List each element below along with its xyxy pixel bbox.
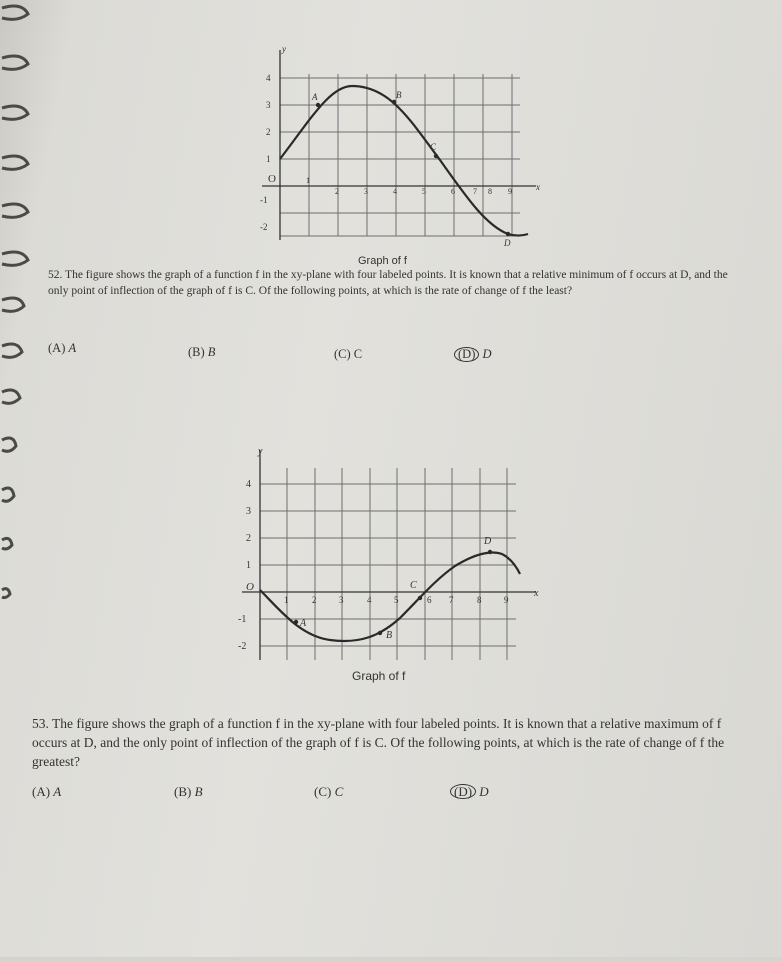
graph-52-xtick: 1 <box>306 176 310 185</box>
choice-letter: (A) <box>32 784 51 799</box>
choice-53-d[interactable] <box>450 784 489 800</box>
graph-53-xtick: 8 <box>477 595 482 605</box>
graph-52-ytick: -1 <box>260 195 268 205</box>
graph-52-point-c <box>434 154 438 158</box>
graph-52-label-a: A <box>312 92 318 102</box>
graph-52-origin: O <box>268 173 276 185</box>
choice-letter: (A) <box>48 341 66 355</box>
question-53 <box>32 714 752 771</box>
choice-letter: (B) <box>188 345 205 359</box>
graph-53-point-c <box>418 596 422 600</box>
graph-53-ytick: -1 <box>238 614 247 625</box>
graph-53-svg <box>220 440 560 690</box>
choice-value: C <box>353 347 363 361</box>
graph-53-point-a <box>294 620 298 624</box>
graph-53-xtick: 3 <box>339 595 344 605</box>
graph-53-ytick: 3 <box>246 506 251 517</box>
choice-value: B <box>194 784 203 799</box>
graph-53-x-label: x <box>534 588 539 599</box>
graph-53-xtick: 2 <box>312 595 317 605</box>
choice-letter: (C) <box>334 347 351 361</box>
spiral-binding <box>0 0 40 957</box>
graph-52-y-label: y <box>282 44 286 54</box>
graph-52-label-b: B <box>396 90 402 100</box>
graph-52-label-c: C <box>430 142 437 152</box>
binding-rings-icon <box>0 0 40 957</box>
graph-53-xtick: 6 <box>427 595 432 605</box>
choice-52-b[interactable] <box>188 345 215 360</box>
choice-value: C <box>334 784 344 799</box>
question-53-text: The figure shows the graph of a function f in the xy-plane with four labeled points. It is known that a relative maximum of f occurs at D, and the only point of inflection of the graph of f is C. Of the following points, at which is the rate of change of f the greatest? <box>32 716 725 769</box>
graph-52-xtick: 3 <box>364 187 368 196</box>
graph-52-ytick: 2 <box>266 127 271 137</box>
graph-52-x-label: x <box>536 182 540 192</box>
selected-answer-circle: (D) <box>450 784 476 799</box>
graph-53-xtick: 4 <box>367 595 372 605</box>
question-52-number: 52. <box>48 269 63 281</box>
choice-value: D <box>479 784 489 799</box>
graph-52-caption: Graph of f <box>358 255 407 267</box>
graph-52-xtick: 4 <box>393 187 397 196</box>
question-52 <box>48 268 738 299</box>
choice-value: B <box>207 345 216 359</box>
graph-53-label-a: A <box>300 618 307 629</box>
choice-value: A <box>53 784 62 799</box>
graph-53-xtick: 7 <box>449 595 454 605</box>
choice-52-c[interactable] <box>334 347 362 362</box>
graph-52-point-a <box>316 103 320 107</box>
graph-53-xtick: 1 <box>284 595 289 605</box>
graph-52-ytick: 1 <box>266 154 271 164</box>
choice-value: D <box>482 347 492 361</box>
question-53-number: 53. <box>32 716 49 731</box>
choice-53-c[interactable] <box>314 784 343 800</box>
graph-52-ytick: 4 <box>266 73 271 83</box>
graph-53-xtick: 5 <box>394 595 399 605</box>
graph-52-ytick: 3 <box>266 100 271 110</box>
choice-letter: (C) <box>314 784 332 799</box>
choice-value: A <box>68 341 77 355</box>
graph-52-xtick: 7 <box>473 187 477 196</box>
question-52-text: The figure shows the graph of a function f in the xy-plane with four labeled points. It is known that a relative minimum of f occurs at D, and the only point of inflection of the graph of f is C. Of the following points, at which is the rate of change of f the least? <box>48 269 728 297</box>
graph-53-origin: O <box>246 581 254 593</box>
graph-53-caption: Graph of f <box>352 669 406 683</box>
choices-52 <box>48 341 748 361</box>
graph-52-svg <box>240 40 550 270</box>
graph-52-xtick: 2 <box>335 187 339 196</box>
graph-52-xtick: 8 <box>488 187 492 196</box>
graph-53-ytick: 4 <box>246 479 251 490</box>
choice-53-b[interactable] <box>174 784 203 800</box>
choice-52-a[interactable] <box>48 341 76 356</box>
graph-problem-53 <box>220 440 560 690</box>
selected-answer-circle: (D) <box>454 347 479 362</box>
graph-53-xtick: 9 <box>504 595 509 605</box>
graph-53-label-c: C <box>410 580 417 591</box>
graph-53-ytick: 1 <box>246 560 251 571</box>
graph-52-xtick: 9 <box>508 187 512 196</box>
choice-52-d[interactable] <box>454 347 492 362</box>
graph-53-label-d: D <box>484 536 492 547</box>
graph-53-label-b: B <box>386 630 393 641</box>
graph-52-xtick: 6 <box>451 187 455 196</box>
graph-53-y-label: y <box>258 446 263 457</box>
graph-problem-52 <box>240 40 550 270</box>
graph-52-point-d <box>506 232 510 236</box>
choices-53 <box>32 784 752 804</box>
graph-52-label-d: D <box>504 238 511 248</box>
graph-53-ytick: -2 <box>238 641 247 652</box>
graph-52-xtick: 5 <box>422 187 426 196</box>
graph-53-point-d <box>488 550 492 554</box>
graph-53-point-b <box>378 631 382 635</box>
choice-53-a[interactable] <box>32 784 61 800</box>
graph-52-ytick: -2 <box>260 222 268 232</box>
graph-52-point-b <box>392 100 396 104</box>
choice-letter: (B) <box>174 784 192 799</box>
graph-53-ytick: 2 <box>246 533 251 544</box>
